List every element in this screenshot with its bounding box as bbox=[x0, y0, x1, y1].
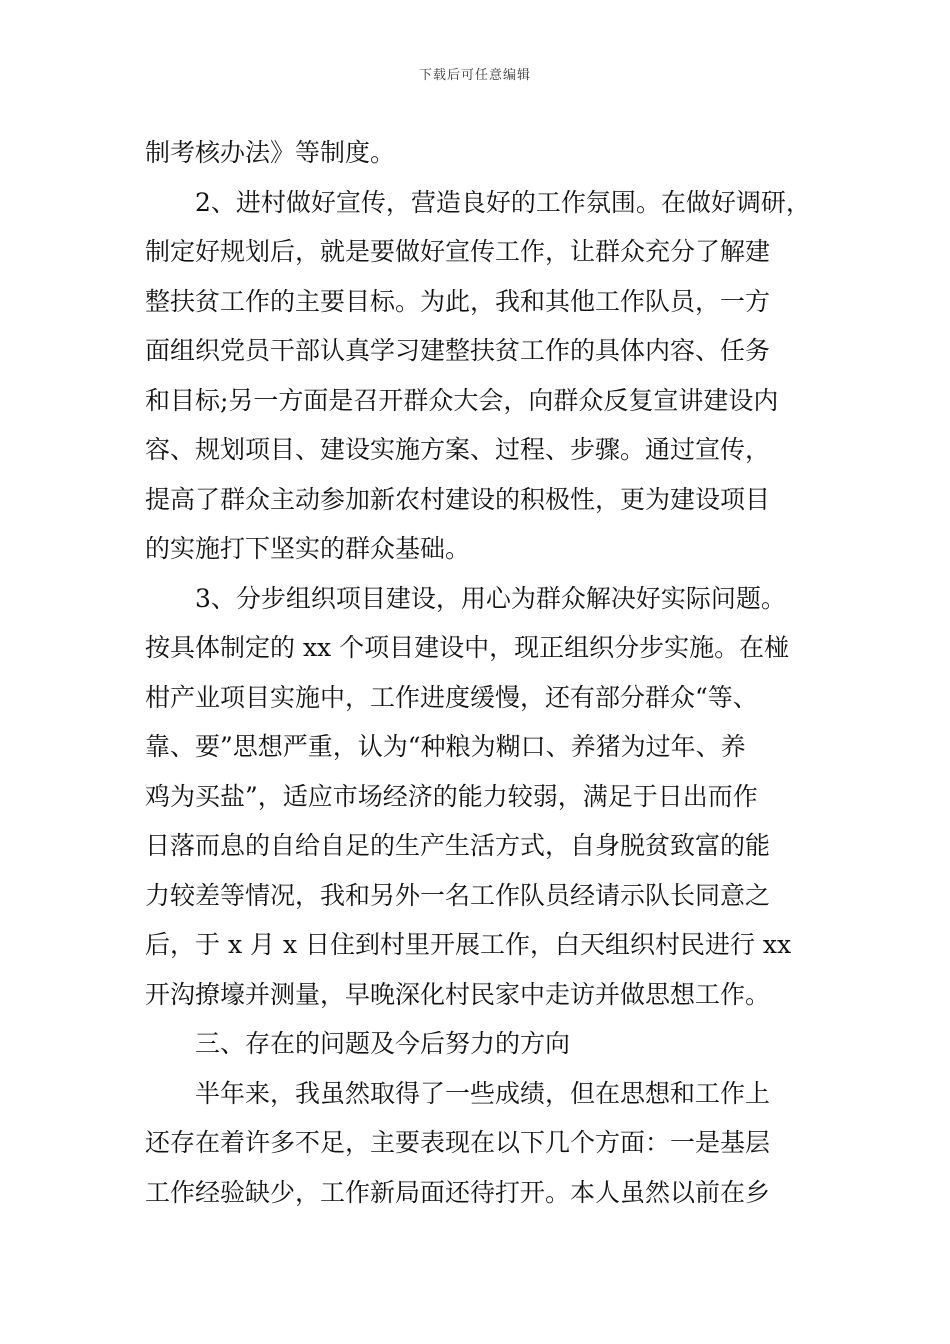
section-heading: 三、存在的问题及今后努力的方向 bbox=[195, 1029, 571, 1058]
text-line: 开沟撩壕并测量，早晚深化村民家中走访并做思想工作。 bbox=[145, 979, 771, 1009]
text-line: 力较差等情况，我和另外一名工作队员经请示队长同意之 bbox=[145, 880, 771, 910]
text-line: 半年来，我虽然取得了一些成绩，但在思想和工作上 bbox=[195, 1078, 771, 1108]
text-line: 3、分步组织项目建设，用心为群众解决好实际问题。 bbox=[195, 583, 786, 613]
text-line: 整扶贫工作的主要目标。为此，我和其他工作队员，一方 bbox=[145, 286, 771, 316]
text-line: 靠、要”思想严重，认为“种粮为糊口、养猪为过年、养 bbox=[145, 732, 746, 761]
text-line: 和目标;另一方面是召开群众大会，向群众反复宣讲建设内 bbox=[145, 385, 779, 415]
text-line: 工作经验缺少，工作新局面还待打开。本人虽然以前在乡 bbox=[145, 1177, 771, 1207]
document-body bbox=[145, 128, 825, 1217]
text-line: 按具体制定的 xx 个项目建设中，现正组织分步实施。在椪 bbox=[145, 633, 790, 662]
text-line: 制定好规划后，就是要做好宣传工作，让群众充分了解建 bbox=[145, 237, 771, 266]
text-line: 还存在着许多不足，主要表现在以下几个方面：一是基层 bbox=[145, 1128, 771, 1157]
text-line: 的实施打下坚实的群众基础。 bbox=[145, 534, 471, 563]
page-header: 下载后可任意编辑 bbox=[418, 68, 531, 83]
text-line: 鸡为买盐”，适应市场经济的能力较弱，满足于日出而作 bbox=[145, 781, 758, 811]
text-line: 2、进村做好宣传，营造良好的工作氛围。在做好调研， bbox=[195, 187, 811, 217]
text-line: 制考核办法》等制度。 bbox=[145, 138, 396, 167]
text-line: 提高了群众主动参加新农村建设的积极性，更为建设项目 bbox=[145, 484, 771, 514]
text-line: 后，于 x 月 x 日住到村里开展工作，白天组织村民进行 xx bbox=[145, 930, 792, 959]
text-line: 日落而息的自给自足的生产生活方式，自身脱贫致富的能 bbox=[145, 831, 771, 860]
text-line: 柑产业项目实施中，工作进度缓慢，还有部分群众“等、 bbox=[145, 682, 758, 712]
text-line: 容、规划项目、建设实施方案、过程、步骤。通过宣传， bbox=[145, 435, 771, 464]
text-line: 面组织党员干部认真学习建整扶贫工作的具体内容、任务 bbox=[145, 336, 771, 365]
